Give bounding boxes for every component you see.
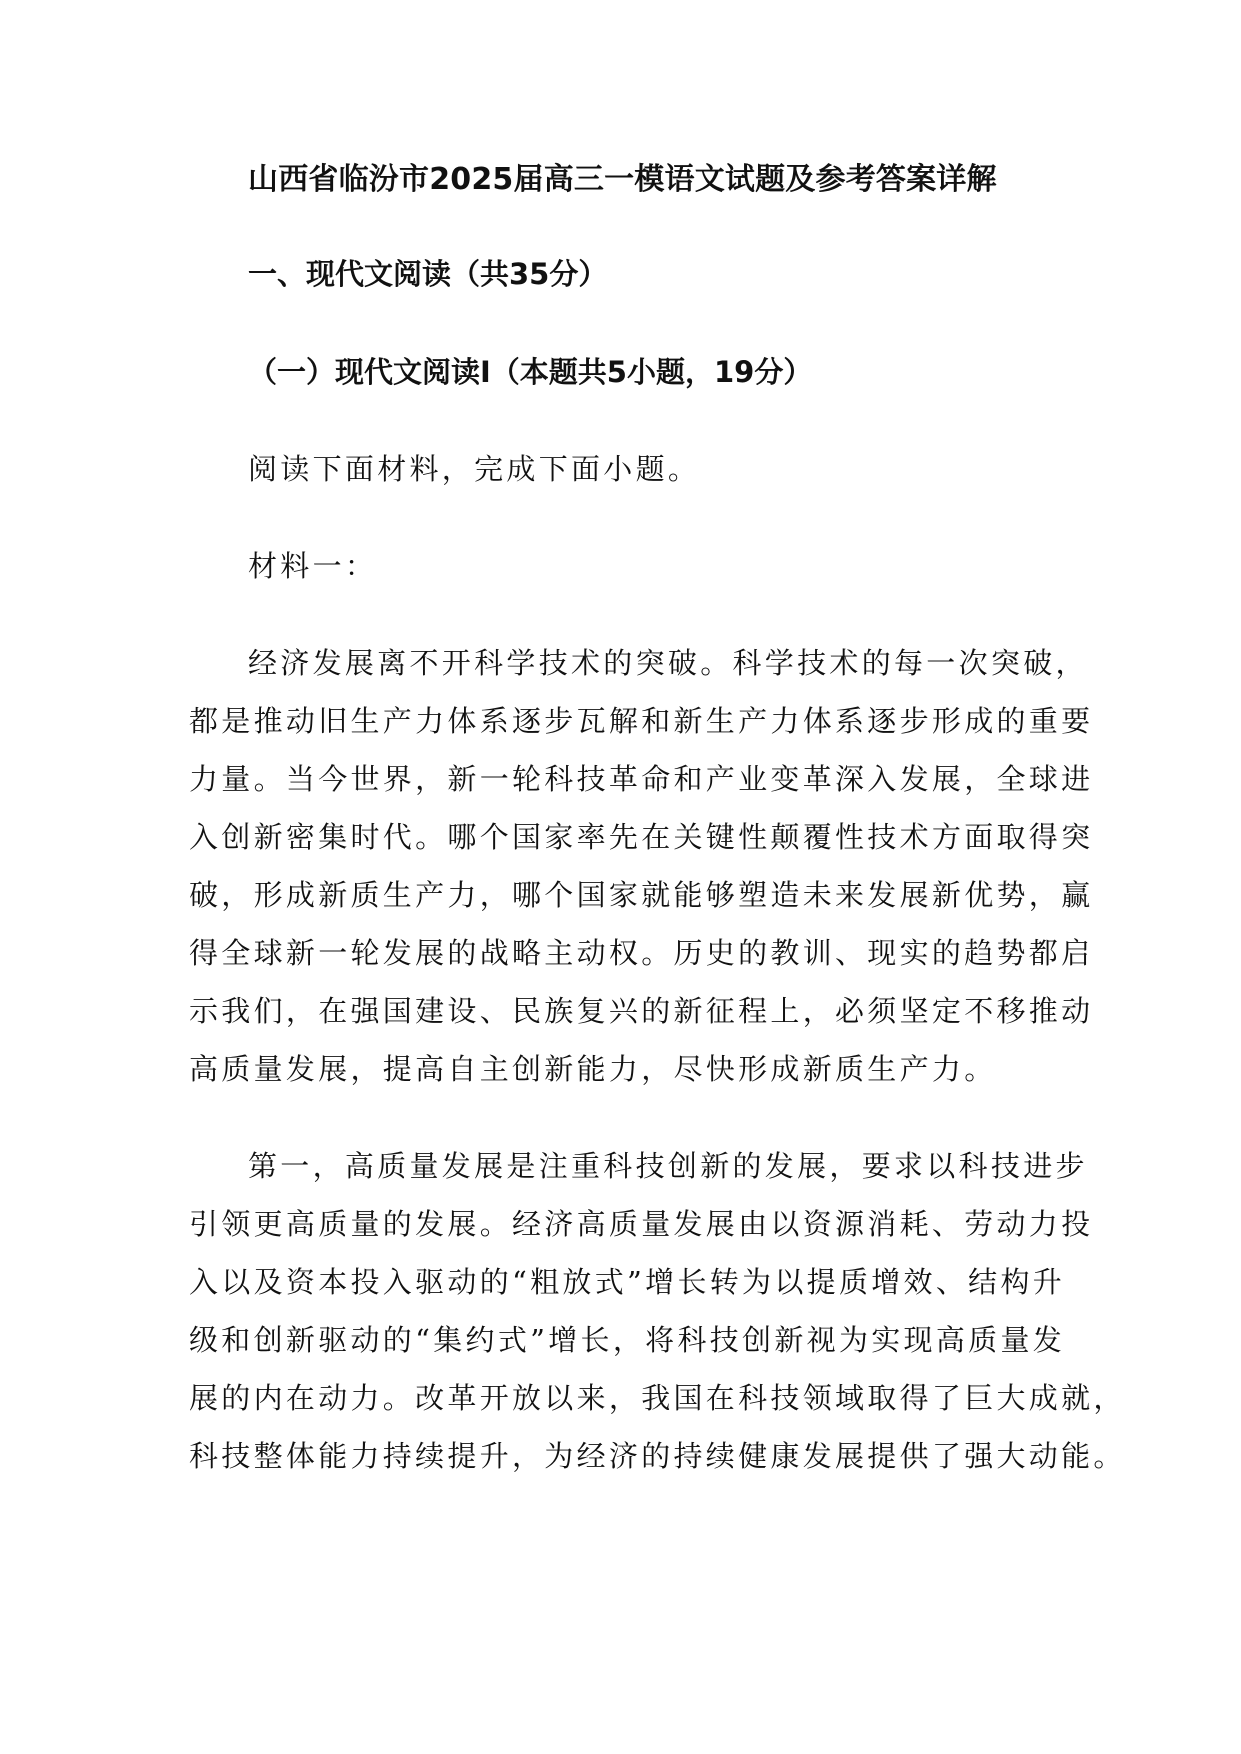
paragraph-1-line: 示我们，在强国建设、民族复兴的新征程上，必须坚定不移推动 [189, 994, 1094, 1028]
instruction-text: 阅读下面材料，完成下面小题。 [248, 452, 701, 486]
paragraph-2-line: 级和创新驱动的“集约式”增长，将科技创新视为实现高质量发 [189, 1323, 1066, 1357]
material-label: 材料一： [248, 549, 378, 583]
paragraph-1-line: 高质量发展，提高自主创新能力，尽快形成新质生产力。 [189, 1052, 997, 1086]
paragraph-2-line: 科技整体能力持续提升，为经济的持续健康发展提供了强大动能。 [189, 1439, 1126, 1473]
paragraph-2-line: 入以及资本投入驱动的“粗放式”增长转为以提质增效、结构升 [189, 1265, 1066, 1299]
subsection-heading: （一）现代文阅读Ⅰ（本题共5小题，19分） [248, 355, 813, 389]
paragraph-2-line: 引领更高质量的发展。经济高质量发展由以资源消耗、劳动力投 [189, 1207, 1094, 1241]
paragraph-1-line: 都是推动旧生产力体系逐步瓦解和新生产力体系逐步形成的重要 [189, 704, 1094, 738]
paragraph-1-line: 经济发展离不开科学技术的突破。科学技术的每一次突破， [248, 646, 1088, 680]
paragraph-1-line: 入创新密集时代。哪个国家率先在关键性颠覆性技术方面取得突 [189, 820, 1094, 854]
paragraph-1-line: 力量。当今世界，新一轮科技革命和产业变革深入发展，全球进 [189, 762, 1094, 796]
section-heading: 一、现代文阅读（共35分） [248, 257, 608, 291]
paragraph-1-line: 破，形成新质生产力，哪个国家就能够塑造未来发展新优势，赢 [189, 878, 1094, 912]
paragraph-1-line: 得全球新一轮发展的战略主动权。历史的教训、现实的趋势都启 [189, 936, 1094, 970]
document-title: 山西省临汾市2025届高三一模语文试题及参考答案详解 [248, 162, 997, 197]
paragraph-2-line: 展的内在动力。改革开放以来，我国在科技领域取得了巨大成就， [189, 1381, 1126, 1415]
paragraph-2-line: 第一，高质量发展是注重科技创新的发展，要求以科技进步 [248, 1149, 1088, 1183]
